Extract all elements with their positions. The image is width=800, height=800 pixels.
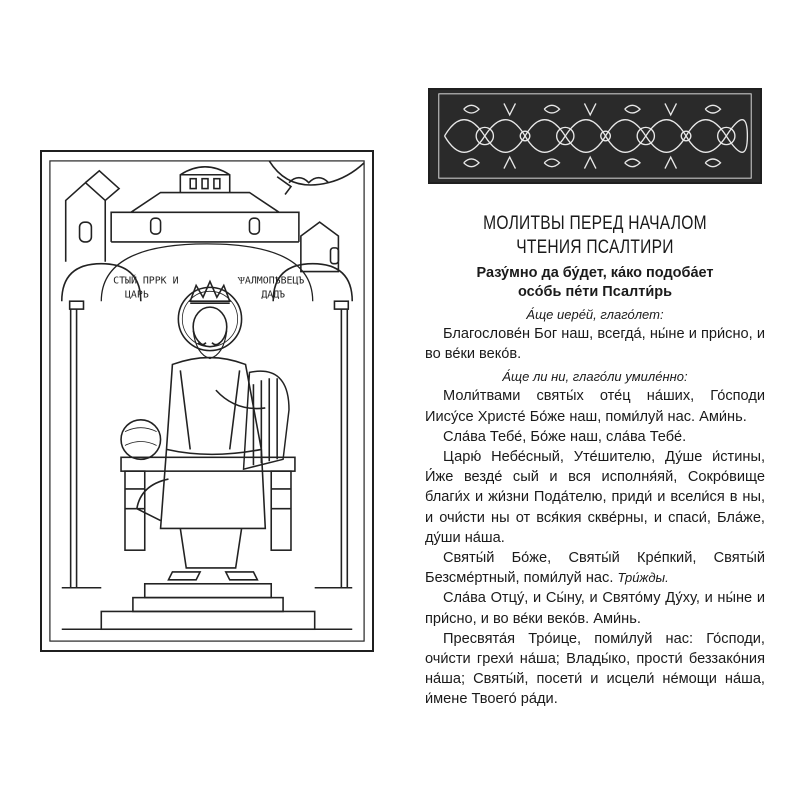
subtitle-line1: Разу́мно да бу́дет, ка́ко подоба́ет	[476, 265, 714, 281]
paragraph-heavenly-king: Царю́ Небе́сный, Уте́шителю, Ду́ше и́стины, И́же везде́ сый и вся исполня́яй, Сокро́вище благи́х и жи́зни Пода́телю, приди́ и всели́ся в ны, и очи́сти ны от вся́кия скве́рны, и спаси́, Бла́же, ду́ши на́ша.	[425, 449, 765, 546]
paragraph-glory-be: Сла́ва Отцу́, и Сы́ну, и Свято́му Ду́ху, и ны́не и при́сно, и во ве́ки веко́в. Ами́нь.	[425, 590, 765, 627]
page-title-line2: ЧТЕНИЯ ПСАЛТИРИ	[516, 237, 674, 258]
ornamental-headpiece	[428, 88, 762, 184]
rubric-priest: А́ще иере́й, глаго́лет:	[526, 307, 664, 322]
icon-inscription-left-1: СТЫЙ ПРРК И	[113, 275, 179, 287]
paragraph-glory-to-thee: Сла́ва Тебе́, Бо́же наш, сла́ва Тебе́.	[443, 428, 687, 445]
subtitle	[424, 264, 766, 302]
paragraph-blessing: Благослове́н Бог наш, всегда́, ны́не и при́сно, и во ве́ки веко́в.	[425, 326, 765, 363]
king-david-icon	[40, 150, 374, 652]
paragraph-holy-trinity: Пресвята́я Тро́ице, поми́луй нас: Го́споди, очи́сти грехи́ на́ша; Влады́ко, прости́ беззако́ния на́ша; Святы́й, посети́ и исцели́ не́мощи на́ша, и́мене Твоего́ ра́ди.	[425, 630, 765, 708]
prayer-text	[425, 304, 765, 710]
rubric-layman: А́ще ли ни, глаго́ли умиле́нно:	[502, 369, 688, 385]
page-title-line1: МОЛИТВЫ ПЕРЕД НАЧАЛОМ	[483, 213, 707, 234]
page-title	[455, 212, 735, 260]
trisagion-text: Святы́й Бо́же, Святы́й Кре́пкий, Святы́й Безсме́ртный, поми́луй нас.	[425, 550, 765, 587]
paragraph-prayers-of-fathers: Моли́твами святы́х оте́ц на́ших, Го́споди Иису́се Христе́ Бо́же наш, поми́луй нас. Ами́нь.	[425, 388, 765, 425]
icon-inscription-right-2: ДАДЪ	[261, 289, 286, 301]
trisagion-rubric: Три́жды.	[617, 570, 669, 586]
icon-inscription-right-1: ѰАЛМОПѢВЕЦЪ	[237, 275, 305, 287]
subtitle-line2: осо́бь пе́ти Псалти́рь	[517, 284, 673, 300]
icon-inscription-left-2: ЦАРЬ	[124, 289, 149, 301]
paragraph-trisagion	[425, 548, 765, 588]
